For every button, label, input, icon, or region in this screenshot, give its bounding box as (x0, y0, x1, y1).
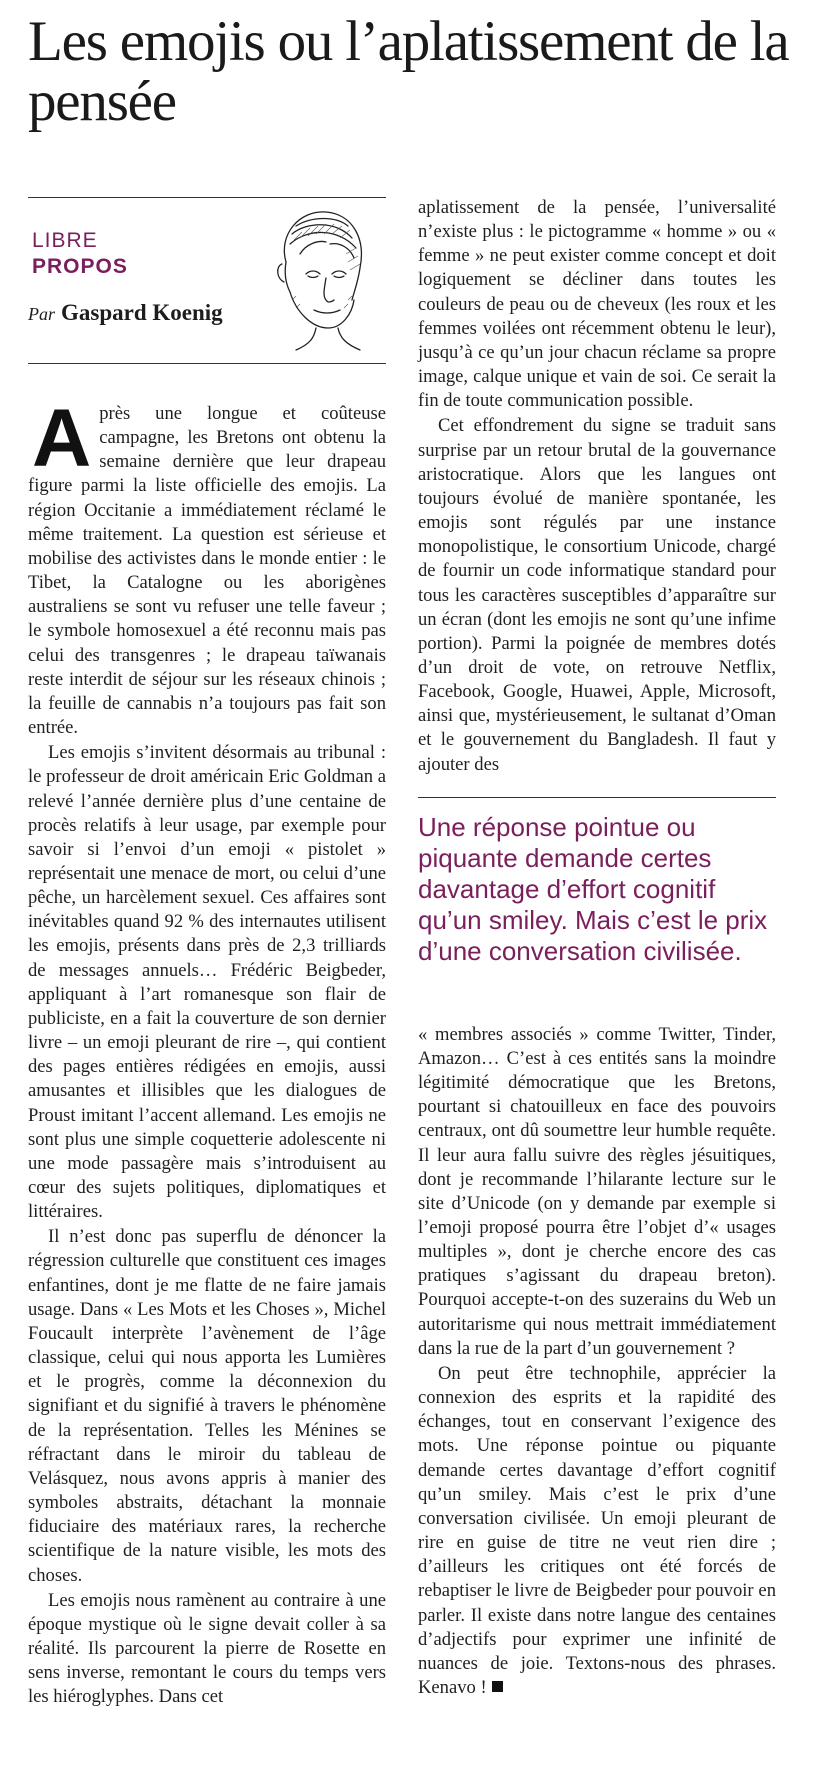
byline-prefix: Par (28, 304, 55, 324)
paragraph: Les emojis s’invitent désormais au tribunal : le professeur de droit américain Eric Goldman a relevé l’année dernière plus d’une centaine de procès relatifs à leur usage, par exemple pour savoir si l’envoi d’un emoji « pistolet » représentait une menace de mort, ou celui d’une pêche, un harcèlement sexuel. Ces affaires sont inévitables quand 92 % des internautes utilisent les emojis, présents dans près de 2,3 trilliards de messages annuels… Frédéric Beigbeder, appliquant à l’art romanesque son flair de publiciste, en a fait la couverture de son dernier livre – un emoji pleurant de rire –, qui contient des pages entières rédigées en emojis, aussi amusantes et illisibles que les dialogues de Proust imitant l’accent allemand. Les emojis ne sont plus une simple coquetterie adolescente ni une mode passagère mais s’introduisent au cœur des sujets politiques, diplomatiques et littéraires. (28, 742, 386, 1223)
paragraph: Cet effondrement du signe se traduit sans surprise par un retour brutal de la gouvernance aristocratique. Alors que les langues ont toujours évolué de manière spontanée, les emojis sont régulés par une instance monopolistique, le consortium Unicode, chargé de fournir un code informatique standard pour tous les caractères susceptibles d’apparaître sur un écran (dont les emojis ne sont qu’une infime portion). Parmi la poignée de membres dotés d’un droit de vote, on retrouve Netflix, Facebook, Google, Huawei, Apple, Microsoft, ainsi que, mystérieusement, le sultanat d’Oman et le gouvernement du Bangladesh. Il faut y ajouter des (418, 415, 776, 775)
byline-box (28, 197, 386, 364)
end-square-icon (492, 1681, 503, 1692)
paragraph: « membres associés » comme Twitter, Tinder, Amazon… C’est à ces entités sans la moindre légitimité démocratique que les Bretons, pourtant si chatouilleux en face des pouvoirs centraux, ont dû soumettre leur humble requête. Il leur aura fallu suivre des règles jésuitiques, dont je recommande l’hilarante lecture sur le site d’Unicode (on y demande par exemple si l’emoji proposé pourra être l’objet d’« usages multiples », dont je cherche encore des cas pratiques s’agissant du drapeau breton). Pourquoi accepte-t-on des suzerains du Web un autoritarisme qui nous mettrait immédiatement dans la rue de la part d’un gouvernement ? (418, 1023, 776, 1359)
paragraph: Il n’est donc pas superflu de dénoncer la régression culturelle que constituent ces images enfantines, dont je me flatte de ne faire jamais usage. Dans « Les Mots et les Choses », Michel Foucault interprète l’avènement de l’âge classique, celui qui nous apporta les Lumières et le progrès, comme la déconnexion du signifiant et du signifié à travers le phénomène de la représentation. Telles les Ménines se réfractant dans le miroir du tableau de Velásquez, nous avons appris à manier des symboles abstraits, détachant la monnaie fiduciaire des matériaux rares, la recherche scientifique de la nature visible, les mots des choses. (28, 1226, 386, 1586)
paragraph (418, 1362, 776, 1700)
paragraph-text: On peut être technophile, apprécier la connexion des esprits et la rapidité des échanges, tout en conservant l’exigence des mots. Une réponse pointue ou piquante demande certes davantage d’effort cognitif qu’un smiley. Mais c’est le prix d’une conversation civilisée. Un emoji pleurant de rire en guise de titre ne veut rien dire ; d’ailleurs les critiques ont été forcés de rebaptiser le livre de Beigbeder pour pouvoir en parler. Il existe dans notre langue des centaines d’adjectifs pour exprimer une infinité de nuances de joie. Textons-nous des phrases. Kenavo ! (418, 1362, 776, 1698)
paragraph (28, 393, 386, 740)
paragraph: aplatissement de la pensée, l’universalité n’existe plus : le pictogramme « homme » ou « femme » ne peut exister comme concept et doit logiquement se décliner dans toutes les couleurs de peau ou de cheveux (les roux et les femmes voilées ont récemment obtenu le leur), jusqu’à ce qu’un jour chacun réclame sa propre image, calque unique et vain de soi. Ce serait la fin de toute communication possible. (418, 197, 776, 412)
pullquote-divider (418, 797, 776, 798)
rubric (32, 228, 128, 280)
left-column (28, 197, 386, 1709)
author-portrait-icon (256, 204, 372, 354)
headline: Les emojis ou l’aplatissement de la pensée (28, 10, 789, 133)
right-column (418, 196, 776, 1700)
paragraph-text: près une longue et coûteuse campagne, les Bretons ont obtenu la semaine dernière que leur drapeau figure parmi la liste officielle des emojis. La région Occitanie a immédiatement réclamé le même traitement. La question est sérieuse et mobilise des activistes dans le monde entier : le Tibet, la Catalogne ou les aborigènes australiens se sont vu refuser une telle faveur ; le symbole homosexuel a été reconnu mais pas celui des transgenres ; le drapeau taïwanais reste interdit de séjour sur les réseaux chinois ; la feuille de cannabis n’a toujours pas fait son entrée. (28, 403, 386, 739)
pullquote: Une réponse pointue ou piquante demande certes davantage d’effort cognitif qu’un smiley. Mais c’est le prix d’une conversation civilisée. (418, 811, 768, 966)
drop-cap: A (32, 393, 92, 484)
author-name: Gaspard Koenig (61, 300, 223, 325)
rubric-line2: PROPOS (32, 255, 128, 278)
byline (28, 300, 223, 326)
paragraph: Les emojis nous ramènent au contraire à une époque mystique où le signe devait coller à sa réalité. Ils parcourent la pierre de Rosette en sens inverse, remontant le cours du temps vers les hiéroglyphes. Dans cet (28, 1589, 386, 1708)
rubric-line1: LIBRE (32, 229, 98, 252)
